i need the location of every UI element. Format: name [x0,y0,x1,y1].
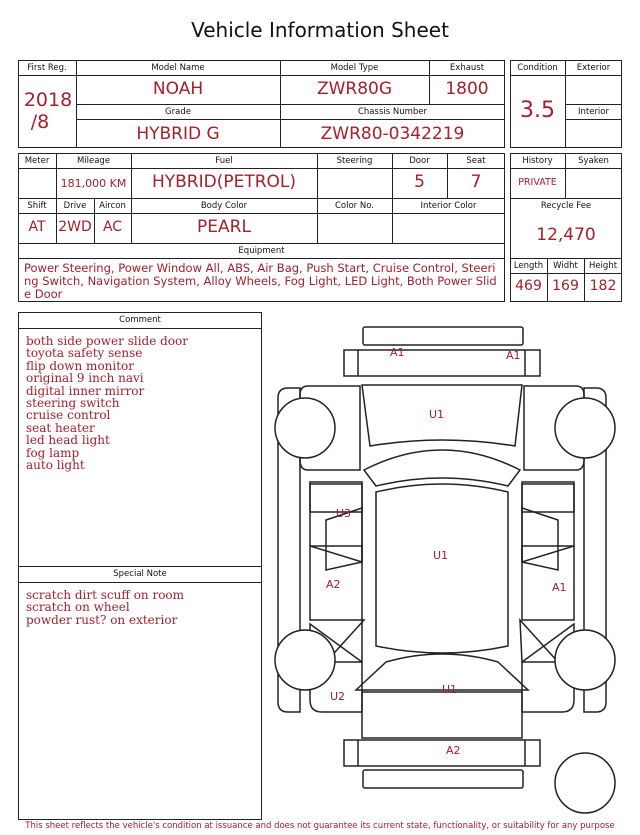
car-damage-diagram [262,318,624,820]
recycle-fee-label: Recycle Fee [540,201,592,211]
list-item: digital inner mirror [26,383,145,398]
grade-label: Grade [165,107,191,117]
drive-label: Drive [63,201,87,211]
chassis-value: ZWR80-0342219 [320,124,465,144]
door-label: Door [409,156,430,166]
list-item: led head light [26,433,110,448]
aircon-label: Aircon [99,201,126,211]
list-item: original 9 inch navi [26,371,144,386]
history-value: PRIVATE [518,177,557,188]
condition-grade: 3.5 [520,98,555,123]
seat-value: 7 [470,172,482,192]
drive-value: 2WD [58,219,92,235]
damage-mark: U3 [336,507,352,520]
steering-label: Steering [336,156,373,166]
door-value: 5 [414,172,425,192]
equipment-label: Equipment [238,246,285,256]
model-type-label: Model Type [330,63,379,73]
equipment-text: Power Steering, Power Window All, ABS, Air Bag, Push Start, Cruise Control, Steering Switch, Navigation System, Alloy Wheels, Fog Light, LED Light, Both Power Slide Door [24,261,497,301]
first-reg-month: /8 [30,111,50,133]
interior-color-label: Interior Color [420,201,477,211]
first-reg-year: 2018 [23,89,73,111]
recycle-fee-value: 12,470 [536,225,596,245]
damage-mark: A2 [326,578,341,591]
color-no-label: Color No. [334,201,374,211]
model-name-value: NOAH [152,79,204,99]
damage-mark: A2 [446,744,461,757]
list-item: steering switch [26,396,120,411]
shift-label: Shift [27,201,47,211]
damage-mark: A1 [552,581,567,594]
syaken-label: Syaken [578,156,609,166]
damage-mark: A1 [390,346,405,359]
list-item: auto light [26,458,85,473]
comment-label: Comment [119,315,161,325]
history-label: History [522,156,553,166]
height-value: 182 [589,278,617,294]
length-label: Length [513,261,544,271]
condition-label: Condition [517,63,558,73]
height-label: Height [588,261,618,271]
mileage-label: Mileage [76,156,111,166]
exterior-label: Exterior [576,63,611,73]
first-reg-label: First Reg. [27,63,67,73]
list-item: both side power slide door [26,334,188,348]
damage-mark: U1 [442,683,458,696]
list-item: flip down monitor [26,358,135,373]
fuel-value: HYBRID(PETROL) [151,172,297,192]
list-item: seat heater [26,420,95,435]
exhaust-label: Exhaust [449,63,485,73]
aircon-value: AC [102,219,123,235]
width-label: Widht [553,261,578,271]
damage-mark: A1 [506,349,521,362]
list-item: scratch dirt scuff on room [26,588,185,602]
damage-mark: U1 [433,549,449,562]
special-note-label: Special Note [113,569,167,579]
chassis-label: Chassis Number [357,107,428,117]
seat-label: Seat [466,156,486,166]
shift-value: AT [28,219,46,235]
list-item: powder rust? on exterior [26,612,178,627]
list-item: scratch on wheel [26,600,130,615]
exhaust-value: 1800 [445,79,489,99]
disclaimer-footer: This sheet reflects the vehicle's condition at issuance and does not guarantee its current state, functionality, or suitability for any purpose [25,821,615,831]
length-value: 469 [515,278,542,294]
model-name-label: Model Name [151,63,205,73]
fuel-label: Fuel [215,156,233,166]
interior-label: Interior [577,107,609,117]
model-type-value: ZWR80G [316,79,393,99]
damage-mark: U2 [330,690,346,703]
damage-mark: U1 [429,408,445,421]
meter-label: Meter [24,156,50,166]
comment-list [26,335,188,471]
body-color-value: PEARL [197,217,251,237]
body-color-label: Body Color [200,201,248,211]
special-note-list [26,589,184,626]
list-item: toyota safety sense [26,346,143,361]
list-item: fog lamp [26,445,80,460]
width-value: 169 [552,278,579,294]
mileage-value: 181,000 KM [60,177,127,190]
grade-value: HYBRID G [136,124,220,144]
list-item: cruise control [26,408,111,423]
sheet-title: Vehicle Information Sheet [191,18,449,42]
